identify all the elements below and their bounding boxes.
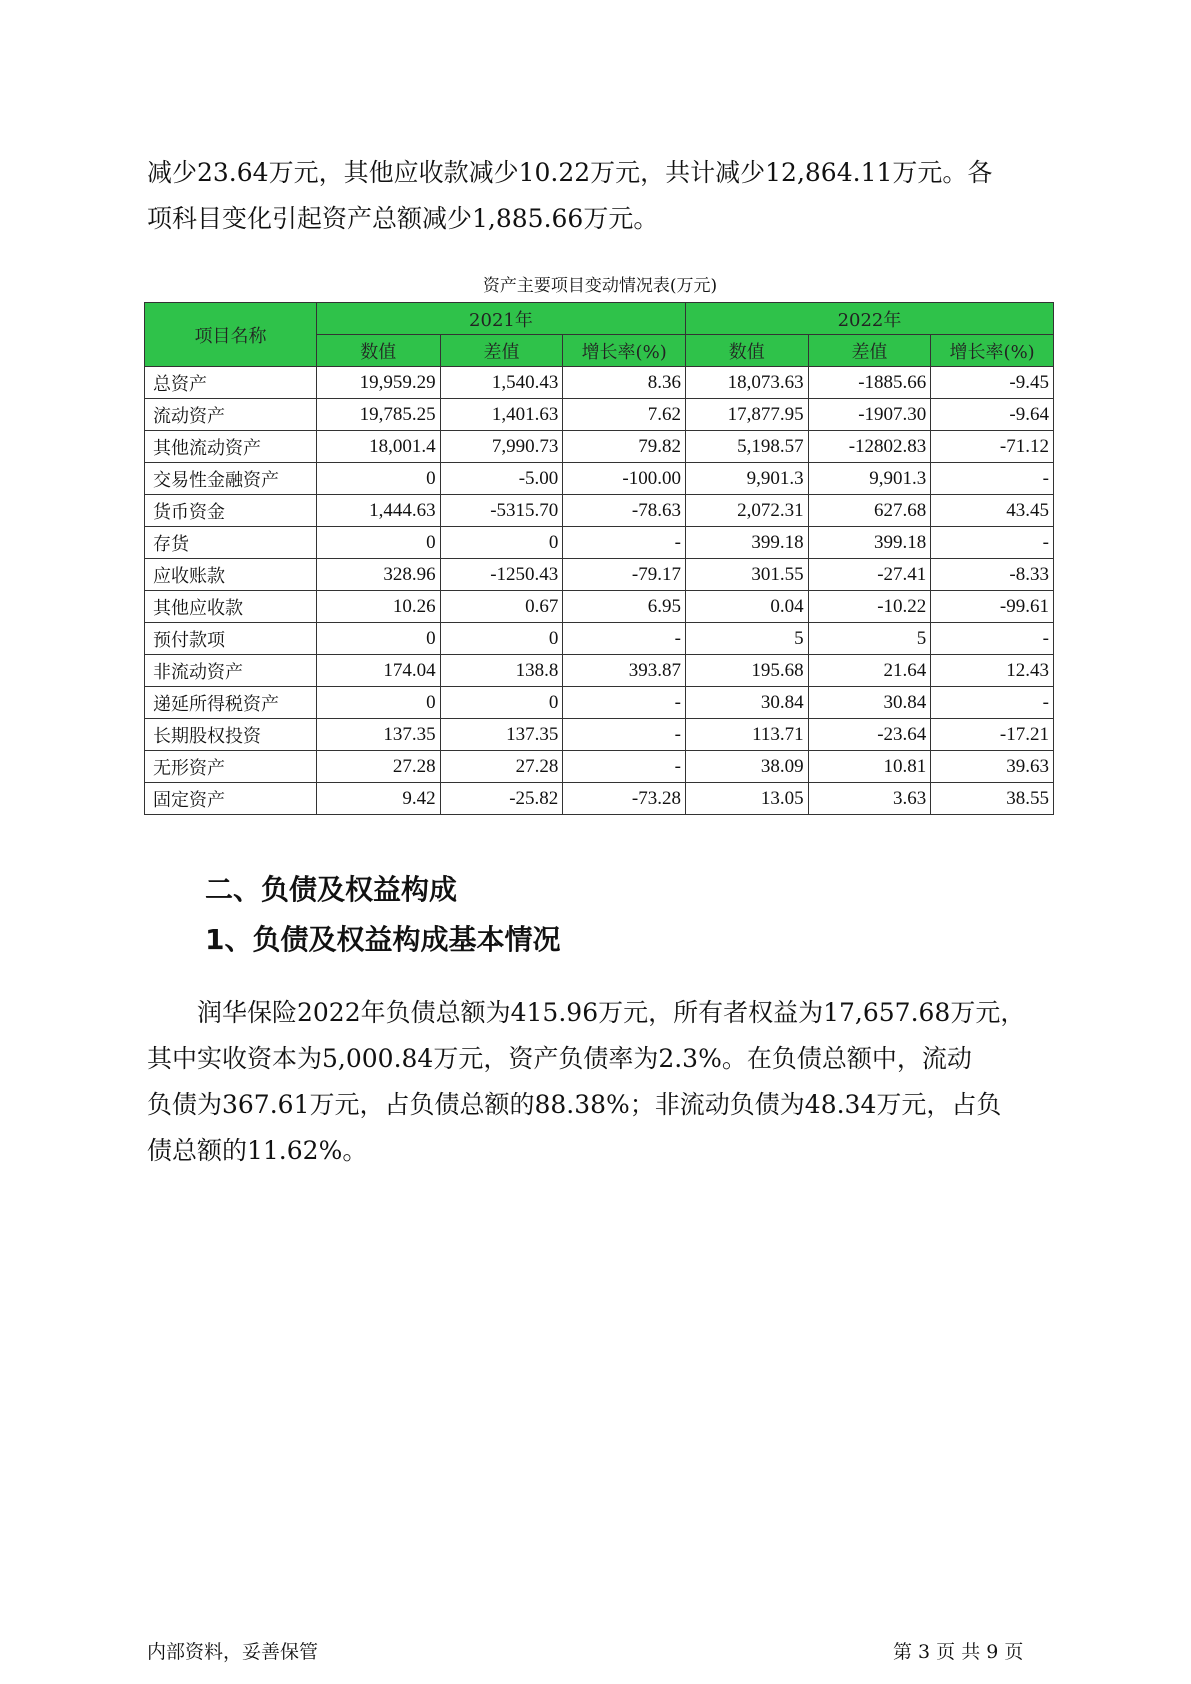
table-cell: 0 [440,527,563,559]
table-cell: 5 [685,623,808,655]
table-cell: - [563,719,686,751]
table-cell: 0 [316,687,440,719]
column-header: 数值 [316,335,440,367]
column-header: 差值 [440,335,563,367]
table-cell: -10.22 [808,591,931,623]
table-row [145,527,1054,559]
table-cell: 174.04 [316,655,440,687]
table-cell: -12802.83 [808,431,931,463]
table-row [145,783,1054,815]
year-header-2021: 2021年 [316,303,685,335]
table-cell: - [931,687,1054,719]
year-header-2022: 2022年 [685,303,1053,335]
table-row [145,751,1054,783]
table-cell: -1907.30 [808,399,931,431]
table-cell: -25.82 [440,783,563,815]
table-cell: -100.00 [563,463,686,495]
table-cell: 9,901.3 [685,463,808,495]
table-cell: 195.68 [685,655,808,687]
body-paragraph-2 [147,990,1067,1174]
table-row [145,399,1054,431]
table-cell: - [563,687,686,719]
table-cell: 1,540.43 [440,367,563,399]
row-item-name: 应收账款 [145,559,317,591]
row-item-name: 非流动资产 [145,655,317,687]
subsection-heading: 1、负债及权益构成基本情况 [205,923,561,956]
table-cell: 627.68 [808,495,931,527]
table-cell: 6.95 [563,591,686,623]
table-cell: - [931,527,1054,559]
column-header: 数值 [685,335,808,367]
table-cell: 0 [316,463,440,495]
table-cell: 399.18 [685,527,808,559]
table-cell: 10.26 [316,591,440,623]
table-cell: 18,001.4 [316,431,440,463]
paragraph-line: 债总额的11.62%。 [147,1136,368,1165]
table-cell: - [563,527,686,559]
table-cell: -78.63 [563,495,686,527]
item-name-header: 项目名称 [145,303,317,367]
row-item-name: 存货 [145,527,317,559]
table-cell: 12.43 [931,655,1054,687]
row-item-name: 交易性金融资产 [145,463,317,495]
row-item-name: 货币资金 [145,495,317,527]
table-cell: 328.96 [316,559,440,591]
table-cell: 1,401.63 [440,399,563,431]
table-row [145,591,1054,623]
table-cell: 18,073.63 [685,367,808,399]
table-cell: 21.64 [808,655,931,687]
table-cell: 1,444.63 [316,495,440,527]
row-item-name: 其他应收款 [145,591,317,623]
body-paragraph-1 [147,150,1067,242]
table-cell: 301.55 [685,559,808,591]
table-cell: 138.8 [440,655,563,687]
table-cell: -8.33 [931,559,1054,591]
table-cell: 19,959.29 [316,367,440,399]
row-item-name: 预付款项 [145,623,317,655]
table-cell: 39.63 [931,751,1054,783]
table-caption: 资产主要项目变动情况表(万元) [482,276,718,296]
asset-change-table [144,302,1054,815]
table-cell: 9.42 [316,783,440,815]
table-cell: 38.09 [685,751,808,783]
table-cell: 0 [316,623,440,655]
table-cell: 393.87 [563,655,686,687]
table-row [145,719,1054,751]
table-cell: 5,198.57 [685,431,808,463]
table-cell: - [931,623,1054,655]
column-header: 增长率(%) [931,335,1054,367]
table-cell: 8.36 [563,367,686,399]
row-item-name: 无形资产 [145,751,317,783]
paragraph-line: 负债为367.61万元，占负债总额的88.38%；非流动负债为48.34万元，占负 [147,1090,1002,1119]
table-cell: 38.55 [931,783,1054,815]
table-cell: -5.00 [440,463,563,495]
table-body [145,367,1054,815]
paragraph-line: 润华保险2022年负债总额为415.96万元，所有者权益为17,657.68万元， [197,998,1026,1027]
row-item-name: 递延所得税资产 [145,687,317,719]
table-cell: -79.17 [563,559,686,591]
row-item-name: 总资产 [145,367,317,399]
table-cell: 7,990.73 [440,431,563,463]
table-cell: - [563,623,686,655]
table-cell: 0.67 [440,591,563,623]
table-cell: -73.28 [563,783,686,815]
table-cell: 17,877.95 [685,399,808,431]
table-cell: 0.04 [685,591,808,623]
table-cell: - [931,463,1054,495]
table-row [145,687,1054,719]
table-cell: 43.45 [931,495,1054,527]
footer-page-number: 第 3 页 共 9 页 [893,1641,1024,1663]
table-cell: -17.21 [931,719,1054,751]
paragraph-line: 项科目变化引起资产总额减少1,885.66万元。 [147,204,659,233]
table-cell: 137.35 [316,719,440,751]
table-cell: 27.28 [440,751,563,783]
table-cell: 0 [316,527,440,559]
table-header-row [145,303,1054,335]
table-cell: 19,785.25 [316,399,440,431]
footer-confidential-note: 内部资料，妥善保管 [147,1641,319,1663]
table-row [145,431,1054,463]
table-cell: 0 [440,687,563,719]
table-row [145,367,1054,399]
table-row [145,559,1054,591]
table-row [145,495,1054,527]
table-cell: - [563,751,686,783]
table-cell: 3.63 [808,783,931,815]
table-cell: -1250.43 [440,559,563,591]
table-cell: -27.41 [808,559,931,591]
table-row [145,623,1054,655]
table-cell: 0 [440,623,563,655]
table-cell: 2,072.31 [685,495,808,527]
column-header: 增长率(%) [563,335,686,367]
table-cell: 27.28 [316,751,440,783]
table-cell: 9,901.3 [808,463,931,495]
table-cell: -9.64 [931,399,1054,431]
table-cell: -5315.70 [440,495,563,527]
table-cell: -1885.66 [808,367,931,399]
table-cell: 79.82 [563,431,686,463]
table-cell: 399.18 [808,527,931,559]
table-cell: 30.84 [685,687,808,719]
table-cell: -71.12 [931,431,1054,463]
table-cell: 10.81 [808,751,931,783]
section-heading: 二、负债及权益构成 [205,873,458,906]
row-item-name: 流动资产 [145,399,317,431]
row-item-name: 固定资产 [145,783,317,815]
table-cell: -23.64 [808,719,931,751]
table-row [145,655,1054,687]
row-item-name: 长期股权投资 [145,719,317,751]
row-item-name: 其他流动资产 [145,431,317,463]
paragraph-line: 减少23.64万元，其他应收款减少10.22万元，共计减少12,864.11万元。各 [147,158,993,187]
table-cell: -9.45 [931,367,1054,399]
table-cell: 5 [808,623,931,655]
table-cell: 13.05 [685,783,808,815]
table-cell: -99.61 [931,591,1054,623]
table-cell: 7.62 [563,399,686,431]
table-row [145,463,1054,495]
paragraph-line: 其中实收资本为5,000.84万元，资产负债率为2.3%。在负债总额中，流动 [147,1044,972,1073]
table-cell: 137.35 [440,719,563,751]
table-cell: 113.71 [685,719,808,751]
column-header: 差值 [808,335,931,367]
table-cell: 30.84 [808,687,931,719]
